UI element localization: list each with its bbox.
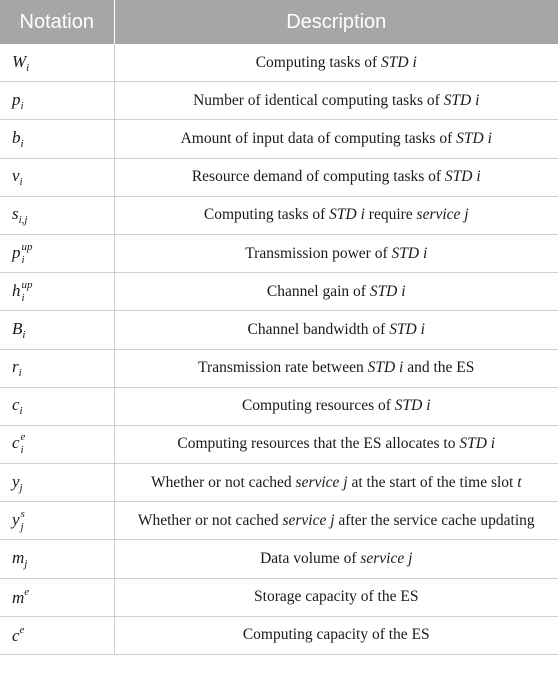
table-row	[0, 44, 558, 82]
notation-cell	[0, 349, 114, 387]
description-cell	[114, 120, 558, 158]
symbol-superscript: up	[21, 278, 33, 291]
description-cell	[114, 196, 558, 234]
desc-text: Whether or not cached	[137, 511, 283, 529]
symbol-base: y	[12, 471, 20, 491]
notation-symbol	[12, 472, 23, 494]
desc-text: Data volume of	[260, 550, 361, 568]
notation-symbol	[12, 166, 23, 188]
description-cell	[114, 502, 558, 540]
description-cell	[114, 234, 558, 272]
desc-text: at the start of the time slot	[347, 473, 518, 491]
symbol-subscript: i	[18, 367, 22, 380]
symbol-subscript: i	[22, 328, 26, 341]
description-cell	[114, 540, 558, 578]
symbol-base: p	[12, 242, 21, 262]
symbol-superscript: s	[20, 507, 25, 520]
symbol-subscript: j	[19, 481, 23, 494]
symbol-superscript: e	[19, 624, 25, 637]
desc-italic: t	[517, 473, 522, 491]
notation-cell	[0, 158, 114, 196]
notation-cell	[0, 464, 114, 502]
notation-cell	[0, 540, 114, 578]
desc-italic: STD i	[369, 282, 406, 300]
notation-symbol	[12, 242, 33, 266]
desc-text: Computing resources that the ES allocates to	[177, 435, 460, 453]
description-cell	[114, 349, 558, 387]
description-cell	[114, 387, 558, 425]
symbol-base: y	[12, 509, 20, 529]
symbol-base: W	[12, 51, 27, 71]
symbol-base: m	[12, 588, 25, 608]
description-cell	[114, 311, 558, 349]
table-row	[0, 196, 558, 234]
symbol-base: r	[12, 357, 19, 377]
notation-cell	[0, 425, 114, 463]
description-cell	[114, 44, 558, 82]
symbol-superscript: e	[24, 586, 30, 599]
desc-italic: service j	[360, 550, 413, 568]
header-notation: Notation	[0, 0, 114, 44]
notation-symbol	[12, 128, 24, 150]
desc-text: Computing tasks of	[255, 53, 382, 71]
symbol-base: s	[12, 204, 19, 224]
symbol-subscript: j	[20, 520, 24, 533]
desc-text: and the ES	[403, 359, 475, 377]
description-cell	[114, 464, 558, 502]
desc-text: Whether or not cached	[150, 473, 296, 491]
symbol-base: c	[12, 433, 20, 453]
notation-symbol	[12, 586, 29, 608]
header-row	[0, 0, 558, 44]
notation-symbol	[12, 395, 23, 417]
table-row	[0, 82, 558, 120]
symbol-subscript: i,j	[18, 214, 28, 227]
header-description: Description	[114, 0, 558, 44]
table-row	[0, 273, 558, 311]
notation-symbol	[12, 357, 22, 379]
symbol-subscript: i	[19, 405, 23, 418]
symbol-subscript: i	[26, 61, 30, 74]
symbol-subscript: i	[20, 444, 24, 457]
notation-cell	[0, 273, 114, 311]
notation-symbol	[12, 204, 28, 226]
table-row	[0, 502, 558, 540]
desc-italic: STD i	[389, 320, 425, 338]
desc-italic: STD i	[443, 91, 480, 109]
desc-text: Resource demand of computing tasks of	[191, 168, 445, 186]
table-header	[0, 0, 558, 44]
notation-symbol	[12, 548, 27, 570]
notation-symbol	[12, 509, 25, 533]
symbol-subscript: i	[21, 253, 25, 266]
symbol-scripts	[21, 432, 26, 456]
symbol-scripts	[21, 509, 25, 533]
desc-text: Computing capacity of the ES	[242, 626, 430, 644]
description-cell	[114, 578, 558, 616]
symbol-base: B	[12, 318, 23, 338]
desc-italic: STD i	[381, 53, 417, 71]
table-row	[0, 540, 558, 578]
desc-text: after the service cache updating	[334, 511, 535, 529]
symbol-subscript: i	[21, 291, 25, 304]
desc-text: Amount of input data of computing tasks of	[180, 129, 457, 147]
desc-italic: STD i	[394, 397, 431, 415]
desc-italic: STD i	[329, 206, 365, 224]
desc-text: Computing resources of	[241, 397, 395, 415]
table-row	[0, 349, 558, 387]
notation-symbol	[12, 319, 25, 341]
desc-text: Computing tasks of	[203, 206, 330, 224]
notation-cell	[0, 616, 114, 654]
notation-symbol	[12, 52, 29, 74]
table-body	[0, 44, 558, 655]
desc-text: Channel bandwidth of	[247, 320, 390, 338]
desc-italic: service j	[295, 473, 348, 491]
desc-italic: service j	[416, 206, 469, 224]
symbol-superscript: up	[21, 240, 33, 253]
desc-italic: service j	[282, 511, 335, 529]
symbol-base: c	[12, 395, 20, 415]
notation-cell	[0, 196, 114, 234]
notation-symbol	[12, 432, 25, 456]
symbol-base: c	[12, 626, 20, 646]
table-row	[0, 234, 558, 272]
notation-cell	[0, 387, 114, 425]
notation-cell	[0, 120, 114, 158]
desc-text: Storage capacity of the ES	[254, 588, 419, 606]
desc-text: Transmission power of	[245, 244, 392, 262]
symbol-base: m	[12, 548, 25, 568]
description-cell	[114, 158, 558, 196]
symbol-scripts	[22, 280, 33, 304]
table-row	[0, 387, 558, 425]
desc-italic: STD i	[459, 435, 496, 453]
notation-cell	[0, 311, 114, 349]
symbol-scripts	[22, 242, 33, 266]
symbol-subscript: i	[19, 176, 23, 189]
desc-text: Number of identical computing tasks of	[193, 91, 444, 109]
table-row	[0, 311, 558, 349]
table-row	[0, 425, 558, 463]
symbol-base: b	[12, 127, 21, 147]
desc-italic: STD i	[367, 359, 404, 377]
description-cell	[114, 82, 558, 120]
symbol-base: p	[12, 89, 21, 109]
notation-cell	[0, 234, 114, 272]
table-row	[0, 158, 558, 196]
table-row	[0, 120, 558, 158]
desc-italic: STD i	[444, 168, 481, 186]
description-cell	[114, 616, 558, 654]
desc-text: require	[364, 206, 417, 224]
desc-text: Channel gain of	[266, 282, 370, 300]
symbol-superscript: e	[20, 431, 26, 444]
notation-symbol	[12, 624, 24, 646]
notation-cell	[0, 578, 114, 616]
symbol-base: v	[12, 166, 20, 186]
table-row	[0, 464, 558, 502]
notation-cell	[0, 502, 114, 540]
notation-cell	[0, 44, 114, 82]
symbol-subscript: i	[20, 99, 24, 112]
desc-italic: STD i	[391, 244, 428, 262]
description-cell	[114, 425, 558, 463]
notation-cell	[0, 82, 114, 120]
desc-text: Transmission rate between	[198, 359, 368, 377]
symbol-subscript: i	[20, 137, 24, 150]
table-row	[0, 578, 558, 616]
desc-italic: STD i	[456, 129, 492, 147]
notation-symbol	[12, 90, 24, 112]
notation-symbol	[12, 280, 33, 304]
symbol-base: h	[12, 280, 21, 300]
description-cell	[114, 273, 558, 311]
table-row	[0, 616, 558, 654]
symbol-subscript: j	[24, 558, 28, 571]
